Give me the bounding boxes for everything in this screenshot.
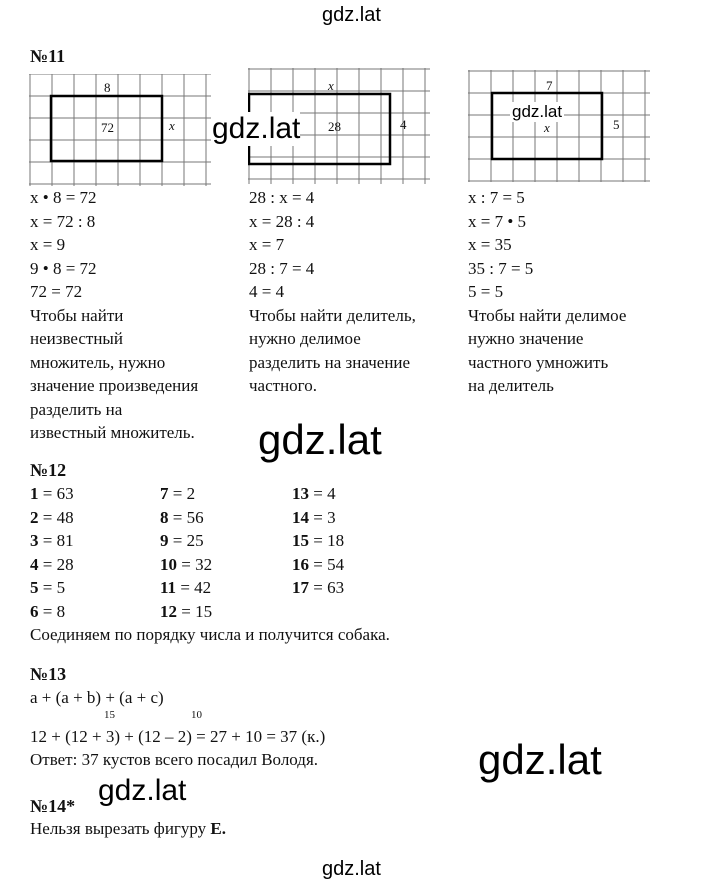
task14-heading: №14* (30, 796, 76, 816)
task12-pair: 3 = 81 (30, 531, 74, 550)
watermark-mid2: gdz.lat (258, 416, 382, 463)
grid-1-top-label: 8 (104, 80, 111, 95)
task12-pair: 16 = 54 (292, 554, 345, 574)
task11-col3-line: на делитель (468, 376, 554, 395)
grid-2-side-label: 4 (400, 117, 407, 132)
task11-col1 (30, 186, 198, 445)
grid-2-inner-label: 28 (328, 119, 341, 134)
task11-col2-line: разделить на значение (249, 352, 411, 372)
task12-pair: 6 = 8 (30, 601, 66, 621)
task11-col3-line: x = 7 • 5 (468, 211, 527, 231)
task11-col2-line: Чтобы найти делитель, (249, 305, 416, 325)
task12-pair: 12 = 15 (160, 601, 213, 621)
task11-col3-line: Чтобы найти делимое (468, 305, 627, 325)
task11-col3-line: нужно значение (468, 329, 584, 348)
task11-col1-line: x = 72 : 8 (30, 211, 96, 231)
grid-3 (468, 70, 650, 187)
task11-heading: №11 (30, 46, 66, 66)
task11-col3 (468, 186, 626, 398)
task11-col2 (249, 186, 416, 398)
task12-pair: 17 = 63 (292, 578, 345, 597)
grid-3-drawing (468, 70, 650, 182)
task12-pair: 1 = 63 (30, 484, 74, 503)
task11-col3-line: частного умножить (468, 352, 609, 372)
grid-1-side-label: x (169, 118, 175, 133)
task11-col1-line: x • 8 = 72 (30, 188, 97, 207)
grid-1-drawing (29, 74, 211, 186)
task11-col1-line: значение произведения (30, 376, 199, 395)
task12-pair: 5 = 5 (30, 578, 66, 597)
task13-sub1: 15 (104, 709, 115, 721)
task13-calculation: 12 + (12 + 3) + (12 – 2) = 27 + 10 = 37 (к.) (30, 727, 326, 746)
task12-pair: 8 = 56 (160, 507, 204, 527)
task11-col1-line: множитель, нужно (30, 352, 166, 372)
task11-col2-line: частного. (249, 376, 317, 395)
task11-col1-line: разделить на (30, 399, 123, 419)
task12-pair: 9 = 25 (160, 531, 204, 550)
watermark-mid1: gdz.lat (212, 112, 301, 145)
task11-col1-line: Чтобы найти (30, 305, 124, 325)
grid-1-inner-label: 72 (101, 120, 114, 135)
task12-pair: 14 = 3 (292, 507, 336, 527)
grid-3-inner-label: x (544, 120, 550, 135)
task11-col1-line: x = 9 (30, 235, 66, 254)
task11-col1-line: неизвестный (30, 329, 123, 348)
task11-col3-line: x = 35 (468, 235, 512, 254)
task11-col2-line: x = 7 (249, 235, 285, 254)
task11-col3-line: 5 = 5 (468, 282, 504, 301)
task12-pair: 11 = 42 (160, 578, 212, 597)
task11-col2-line: нужно делимое (249, 329, 361, 348)
task11-col2-line: 4 = 4 (249, 282, 285, 301)
task12-pair: 4 = 28 (30, 554, 74, 574)
task13-answer: Ответ: 37 кустов всего посадил Володя. (30, 750, 319, 769)
grid-3-top-label: 7 (546, 78, 553, 93)
task11-col2-line: 28 : x = 4 (249, 188, 315, 207)
grid-1 (29, 74, 211, 191)
task13-heading: №13 (30, 664, 67, 684)
task11-col1-line: известный множитель. (30, 423, 195, 442)
task12-pair: 10 = 32 (160, 554, 213, 574)
task11-col1-line: 9 • 8 = 72 (30, 258, 97, 278)
task11-col2-line: x = 28 : 4 (249, 211, 315, 231)
task12-pair: 7 = 2 (160, 484, 196, 503)
task12-note: Соединяем по порядку числа и получится собака. (30, 625, 390, 644)
watermark-top: gdz.lat (322, 4, 381, 26)
watermark-bottom: gdz.lat (322, 858, 381, 880)
task12-pair: 2 = 48 (30, 507, 74, 527)
task13-sub2: 10 (191, 709, 202, 721)
task11-col3-line: 35 : 7 = 5 (468, 258, 534, 278)
task12-col3 (292, 482, 344, 600)
watermark-mid3: gdz.lat (478, 736, 602, 783)
task11-col3-line: x : 7 = 5 (468, 188, 525, 207)
watermark-mid4: gdz.lat (98, 774, 187, 807)
task14-text: Нельзя вырезать фигуру Е. (30, 819, 227, 838)
task12-pair: 13 = 4 (292, 484, 336, 503)
task11-col1-line: 72 = 72 (30, 282, 83, 301)
task12-col2 (160, 482, 212, 623)
task11-col2-line: 28 : 7 = 4 (249, 258, 315, 278)
grid-3-side-label: 5 (613, 117, 620, 132)
task12-pair: 15 = 18 (292, 531, 345, 550)
task13-expression: a + (a + b) + (a + c) (30, 688, 164, 707)
watermark-grid3: gdz.lat (512, 102, 563, 121)
grid-2-top-label: x (328, 78, 334, 93)
task12-heading: №12 (30, 460, 67, 480)
task12-col1 (30, 482, 74, 623)
